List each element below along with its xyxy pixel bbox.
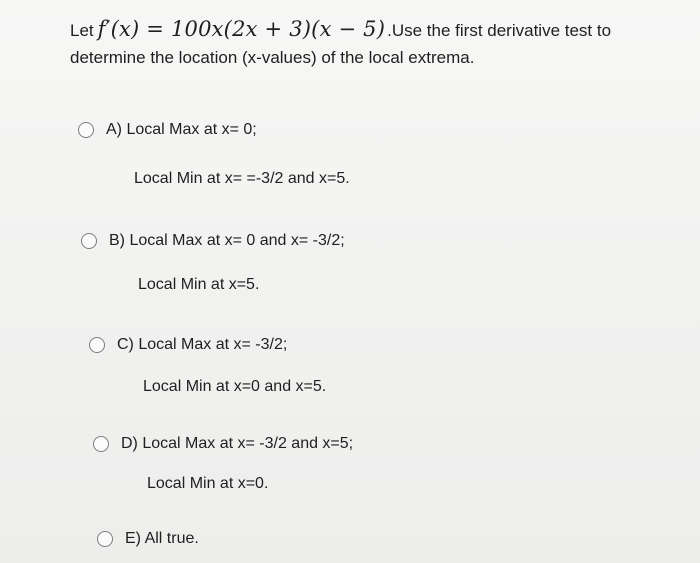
option-c[interactable] <box>89 336 287 354</box>
option-b-radio[interactable] <box>81 233 97 249</box>
option-d-radio[interactable] <box>93 436 109 452</box>
option-a-subtext: Local Min at x= =-3/2 and x=5. <box>134 170 350 187</box>
option-d-label: D) Local Max at x= -3/2 and x=5; <box>121 435 354 452</box>
option-e[interactable] <box>97 530 199 548</box>
option-b-subtext: Local Min at x=5. <box>138 276 260 293</box>
option-d[interactable] <box>93 435 353 453</box>
question-line-2: determine the location (x-values) of the local extrema. <box>70 48 475 67</box>
option-e-label: E) All true. <box>125 530 199 547</box>
option-a-label: A) Local Max at x= 0; <box>106 121 257 138</box>
option-e-radio[interactable] <box>97 531 113 547</box>
option-b[interactable] <box>81 232 345 250</box>
question-text <box>70 16 690 71</box>
option-b-label: B) Local Max at x= 0 and x= -3/2; <box>109 232 345 249</box>
option-c-label: C) Local Max at x= -3/2; <box>117 336 288 353</box>
option-a[interactable] <box>78 121 257 139</box>
option-c-subtext: Local Min at x=0 and x=5. <box>143 378 327 395</box>
question-suffix: .Use the first derivative test to <box>387 21 612 40</box>
option-d-subtext: Local Min at x=0. <box>147 475 269 492</box>
question-prefix: Let <box>70 21 94 40</box>
question-line-1 <box>70 16 690 44</box>
derivative-formula: f′(x) = 100x(2x + 3)(x − 5) <box>97 17 386 41</box>
option-c-radio[interactable] <box>89 337 105 353</box>
option-a-radio[interactable] <box>78 122 94 138</box>
